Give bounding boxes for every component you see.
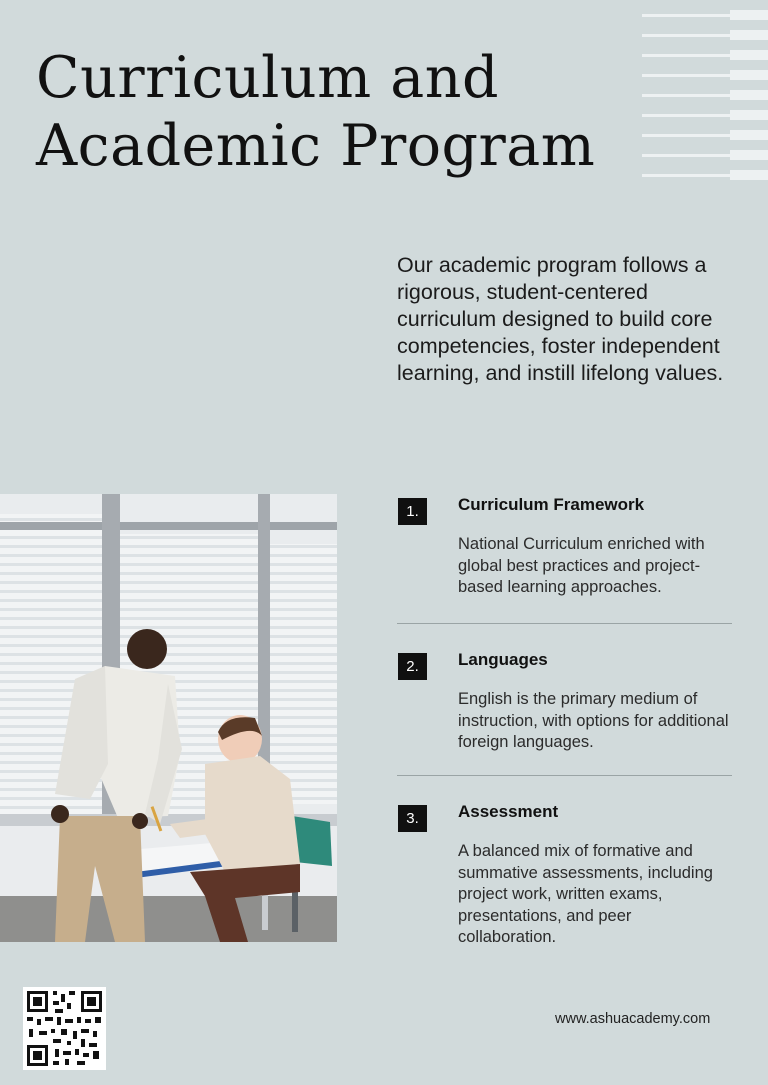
page-title [36, 44, 595, 180]
item-heading: Curriculum Framework [458, 495, 645, 514]
divider [397, 775, 732, 776]
item-number-badge: 2. [398, 653, 427, 680]
item-description: National Curriculum enriched with global best practices and project-based learning approaches. [458, 535, 705, 596]
website-link[interactable]: www.ashuacademy.com [555, 1011, 711, 1027]
item-description: English is the primary medium of instruction, with options for additional foreign languages. [458, 690, 729, 751]
title-line-1: Curriculum and [36, 45, 499, 111]
divider [397, 623, 732, 624]
decorative-stripes [642, 10, 768, 190]
item-description: A balanced mix of formative and summative assessments, including project work, written exams, presentations, and peer collaboration. [458, 842, 713, 946]
item-number-badge: 3. [398, 805, 427, 832]
classroom-photo [0, 494, 337, 942]
title-line-2: Academic Program [36, 113, 596, 179]
item-heading: Languages [458, 650, 548, 669]
qr-code[interactable] [23, 987, 106, 1070]
item-heading: Assessment [458, 802, 559, 821]
item-number-badge: 1. [398, 498, 427, 525]
intro-paragraph: Our academic program follows a rigorous, student-centered curriculum designed to build core competencies, foster independent learning, and instill lifelong values. [397, 253, 724, 385]
